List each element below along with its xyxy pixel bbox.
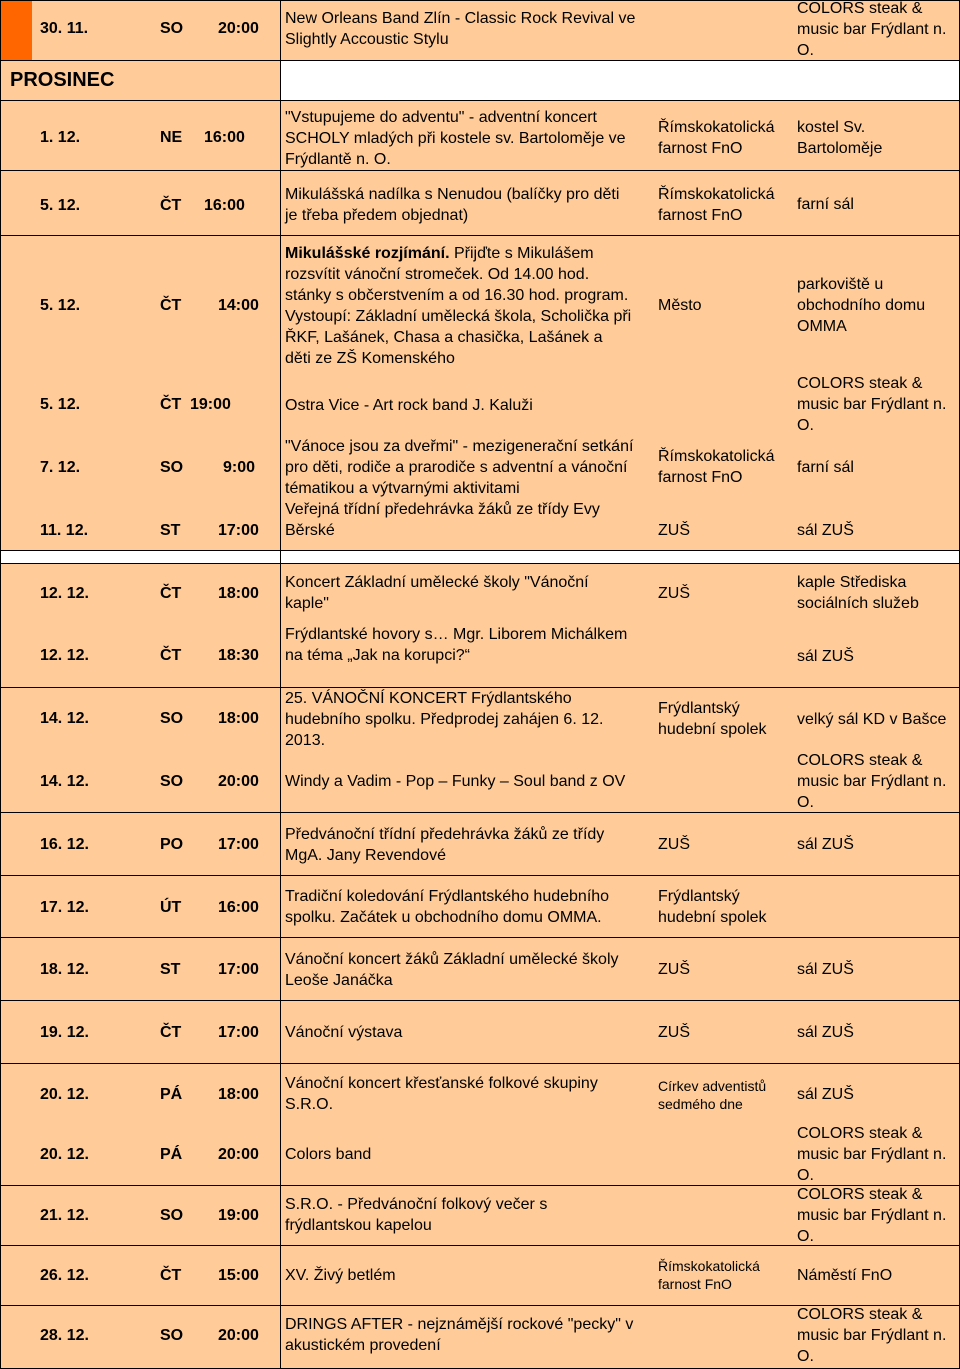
row-place: sál ZUŠ: [797, 1086, 854, 1103]
rule: [0, 235, 960, 236]
row-event: "Vánoce jsou za dveřmi" - mezigenerační setkání pro děti, rodiče a prarodiče s adventní a vánoční tématikou a výtvarnými aktivitami: [285, 438, 634, 497]
row-event: Mikulášská nadílka s Nenudou (balíčky pro děti je třeba předem objednat): [285, 186, 620, 224]
row-time: 19:00: [190, 396, 231, 413]
row-event: Tradiční koledování Frýdlantského hudebního spolku. Začátek u obchodního domu OMMA.: [285, 888, 610, 926]
row-day: ST: [160, 961, 181, 978]
row-day: ČT: [160, 585, 182, 602]
row-event: DRINGS AFTER - nejznámější rockové "pecky" v akustickém provedení: [285, 1316, 634, 1354]
row-event: Frýdlantské hovory s… Mgr. Liborem Michálkem na téma „Jak na korupci?“: [285, 626, 628, 664]
row-event: Vánoční koncert žáků Základní umělecké školy Leoše Janáčka: [285, 951, 619, 989]
row-time: 16:00: [204, 129, 245, 146]
row-event: New Orleans Band Zlín - Classic Rock Revival ve Slightly Accoustic Stylu: [285, 10, 636, 48]
row-day: SO: [160, 1207, 184, 1224]
row-event: [285, 243, 631, 369]
row-place: kostel Sv. Bartoloměje: [797, 119, 883, 157]
row-organizer: Město: [658, 297, 702, 314]
row-date: 28. 12.: [40, 1327, 89, 1344]
row-time: 15:00: [218, 1267, 259, 1284]
row-event: Předvánoční třídní předehrávka žáků ze třídy MgA. Jany Revendové: [285, 826, 605, 864]
row-place: sál ZUŠ: [797, 648, 854, 665]
row-event: Windy a Vadim - Pop – Funky – Soul band z OV: [285, 773, 626, 790]
row-date: 21. 12.: [40, 1207, 89, 1224]
row-time: 18:00: [218, 1086, 259, 1103]
row-day: ÚT: [160, 899, 182, 916]
row-time: 18:00: [218, 710, 259, 727]
row-day: SO: [160, 1327, 184, 1344]
row-organizer: ZUŠ: [658, 836, 690, 853]
row-day: SO: [160, 710, 184, 727]
row-place: COLORS steak & music bar Frýdlant n. O.: [797, 752, 947, 811]
event-text: Přijďte s Mikulášem rozsvítit vánoční stromeček. Od 14.00 hod. stánky s občerstvením a od 16.30 hod. program. Vystoupí: Základní umělecká škola, Scholička při ŘKF, Lašánek, Chasa a chasička, Lašánek a děti ze ZŠ Komenského: [285, 245, 632, 367]
orange-accent: [0, 0, 32, 60]
row-day: PÁ: [160, 1086, 183, 1103]
row-date: 30. 11.: [40, 20, 89, 37]
rule: [0, 937, 960, 938]
row-day: SO: [160, 773, 184, 790]
row-day: ČT: [160, 297, 182, 314]
row-date: 14. 12.: [40, 773, 89, 790]
rule: [0, 1063, 960, 1064]
row-event: Ostra Vice - Art rock band J. Kaluži: [285, 397, 533, 414]
row-date: 26. 12.: [40, 1267, 89, 1284]
row-organizer: Frýdlantský hudební spolek: [658, 888, 767, 926]
row-place: sál ZUŠ: [797, 961, 854, 978]
row-time: 20:00: [218, 20, 259, 37]
rule: [0, 0, 1, 1369]
row-date: 17. 12.: [40, 899, 89, 916]
event-highlight: Mikulášské rozjímání.: [285, 245, 450, 262]
row-place: sál ZUŠ: [797, 836, 854, 853]
row-place: sál ZUŠ: [797, 522, 854, 539]
row-time: 17:00: [218, 836, 259, 853]
row-place: COLORS steak & music bar Frýdlant n. O.: [797, 1306, 947, 1365]
row-place: COLORS steak & music bar Frýdlant n. O.: [797, 0, 947, 59]
row-event: "Vstupujeme do adventu" - adventní koncert SCHOLY mladých při kostele sv. Bartoloměje ve Frýdlantě n. O.: [285, 109, 626, 168]
row-date: 7. 12.: [40, 459, 81, 476]
row-date: 20. 12.: [40, 1146, 89, 1163]
rule: [0, 550, 960, 551]
row-date: 11. 12.: [40, 522, 89, 539]
row-event: Veřejná třídní předehrávka žáků ze třídy Evy Běrské: [285, 501, 600, 539]
row-day: SO: [160, 20, 184, 37]
row-date: 5. 12.: [40, 197, 81, 214]
row-event: Vánoční koncert křesťanské folkové skupiny S.R.O.: [285, 1075, 598, 1113]
row-event: 25. VÁNOČNÍ KONCERT Frýdlantského hudebního spolku. Předprodej zahájen 6. 12. 2013.: [285, 690, 604, 749]
row-time: 14:00: [218, 297, 259, 314]
row-date: 12. 12.: [40, 647, 89, 664]
row-date: 16. 12.: [40, 836, 89, 853]
row-day: ČT: [160, 1267, 182, 1284]
row-date: 5. 12.: [40, 297, 81, 314]
row-place: COLORS steak & music bar Frýdlant n. O.: [797, 1125, 947, 1184]
row-place: COLORS steak & music bar Frýdlant n. O.: [797, 1186, 947, 1245]
row-time: 18:30: [218, 647, 259, 664]
row-date: 14. 12.: [40, 710, 89, 727]
row-date: 19. 12.: [40, 1024, 89, 1041]
row-place: velký sál KD v Bašce: [797, 711, 947, 728]
row-time: 17:00: [218, 1024, 259, 1041]
row-time: 16:00: [204, 197, 245, 214]
row-event: S.R.O. - Předvánoční folkový večer s frýdlantskou kapelou: [285, 1196, 548, 1234]
rule: [0, 100, 960, 101]
row-time: 19:00: [218, 1207, 259, 1224]
row-day: ČT: [160, 647, 182, 664]
row-day: SO: [160, 459, 184, 476]
rule: [0, 875, 960, 876]
row-organizer: ZUŠ: [658, 522, 690, 539]
row-organizer: Římskokatolická farnost FnO: [658, 448, 775, 486]
row-date: 20. 12.: [40, 1086, 89, 1103]
row-time: 18:00: [218, 585, 259, 602]
row-organizer: ZUŠ: [658, 961, 690, 978]
row-event: Vánoční výstava: [285, 1024, 403, 1041]
row-organizer: Římskokatolická farnost FnO: [658, 1258, 760, 1292]
row-time: 17:00: [218, 961, 259, 978]
row-day: NE: [160, 129, 183, 146]
row-time: 9:00: [223, 459, 256, 476]
rule: [280, 0, 281, 100]
row-time: 20:00: [218, 1146, 259, 1163]
row-place: farní sál: [797, 459, 854, 476]
row-place: kaple Střediska sociálních služeb: [797, 574, 919, 612]
row-day: PO: [160, 836, 184, 853]
row-event: Koncert Základní umělecké školy "Vánoční kaple": [285, 574, 589, 612]
row-time: 16:00: [218, 899, 259, 916]
row-day: ČT: [160, 396, 182, 413]
row-date: 18. 12.: [40, 961, 89, 978]
row-time: 20:00: [218, 773, 259, 790]
row-place: parkoviště u obchodního domu OMMA: [797, 276, 926, 335]
row-place: Náměstí FnO: [797, 1267, 893, 1284]
row-event: Colors band: [285, 1146, 372, 1163]
row-organizer: Římskokatolická farnost FnO: [658, 186, 775, 224]
row-day: PÁ: [160, 1146, 183, 1163]
row-organizer: Církev adventistů sedmého dne: [658, 1078, 767, 1112]
month-heading: PROSINEC: [10, 69, 115, 91]
rule: [280, 100, 281, 1369]
row-day: ST: [160, 522, 181, 539]
row-date: 12. 12.: [40, 585, 89, 602]
row-event: XV. Živý betlém: [285, 1267, 396, 1284]
row-date: 5. 12.: [40, 396, 81, 413]
row-organizer: ZUŠ: [658, 1024, 690, 1041]
row-organizer: Frýdlantský hudební spolek: [658, 700, 767, 738]
row-date: 1. 12.: [40, 129, 81, 146]
rule: [0, 170, 960, 171]
row-place: COLORS steak & music bar Frýdlant n. O.: [797, 375, 947, 434]
row-place: sál ZUŠ: [797, 1024, 854, 1041]
row-organizer: Římskokatolická farnost FnO: [658, 119, 775, 157]
rule: [0, 563, 960, 564]
row-day: ČT: [160, 197, 182, 214]
row-organizer: ZUŠ: [658, 585, 690, 602]
row-place: farní sál: [797, 196, 854, 213]
rule: [0, 1000, 960, 1001]
row-time: 20:00: [218, 1327, 259, 1344]
row-time: 17:00: [218, 522, 259, 539]
row-day: ČT: [160, 1024, 182, 1041]
